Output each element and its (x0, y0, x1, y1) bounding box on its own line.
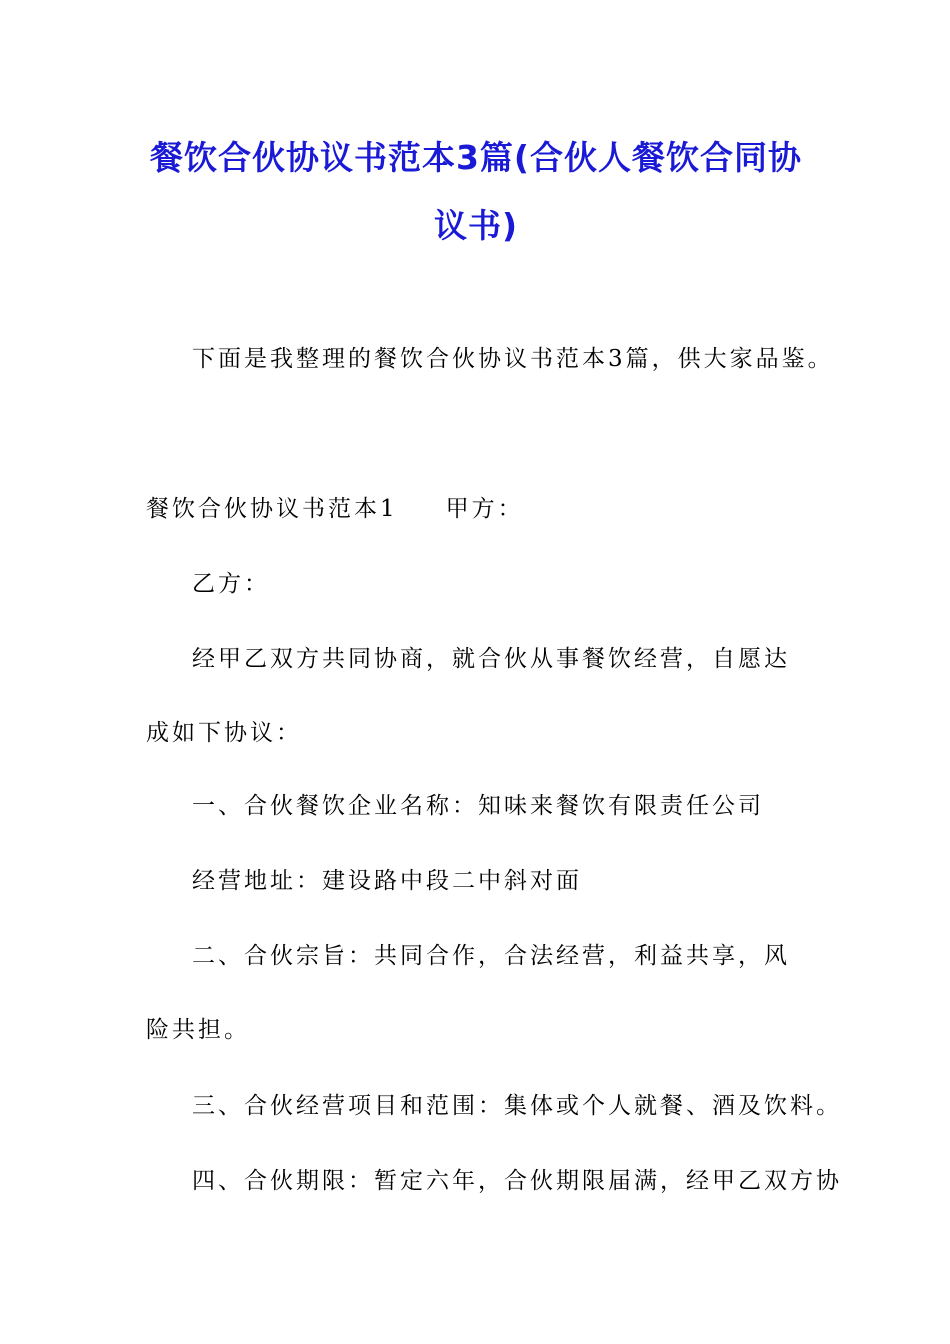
body-paragraph: 二、合伙宗旨：共同合作，合法经营，利益共享，风险共担。 (146, 943, 790, 1043)
section-heading: 餐饮合伙协议书范本1 (146, 496, 398, 522)
document-title: 餐饮合伙协议书范本3篇(合伙人餐饮合同协议书) (149, 138, 803, 245)
body-paragraph: 经甲乙双方共同协商，就合伙从事餐饮经营，自愿达成如下协议： (146, 646, 790, 746)
section-heading-line (146, 494, 524, 524)
party-a-label: 甲方： (445, 496, 524, 522)
party-b-label: 乙方： (192, 571, 270, 597)
body-paragraph: 三、合伙经营项目和范围：集体或个人就餐、酒及饮料。 (192, 1093, 842, 1119)
intro-paragraph: 下面是我整理的餐饮合伙协议书范本3篇，供大家品鉴。 (192, 346, 834, 372)
body-paragraph: 经营地址：建设路中段二中斜对面 (192, 868, 582, 894)
body-paragraph: 四、合伙期限：暂定六年，合伙期限届满，经甲乙双方协 (192, 1168, 842, 1194)
body-paragraph: 一、合伙餐饮企业名称：知味来餐饮有限责任公司 (192, 793, 764, 819)
